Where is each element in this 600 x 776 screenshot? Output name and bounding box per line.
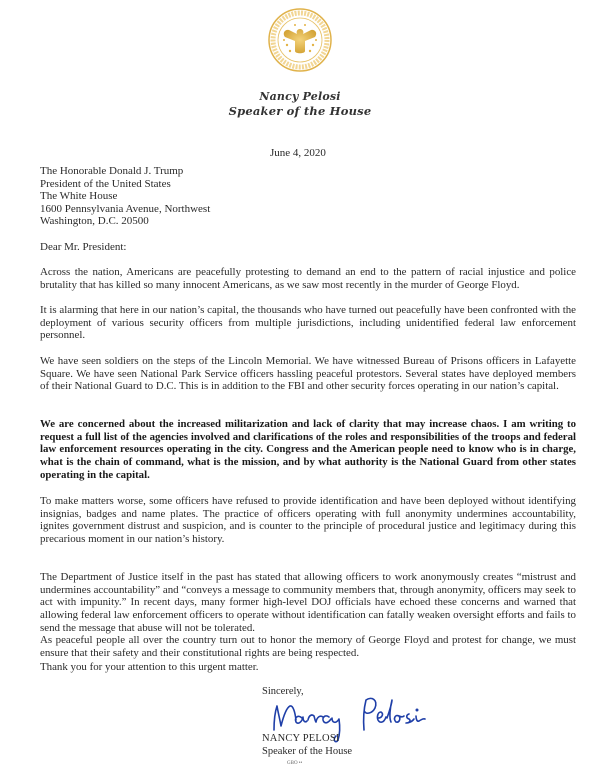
recipient-address [40, 165, 210, 228]
body-paragraph: To make matters worse, some officers have refused to provide identification and have been deployed without identifying insignias, badges and name plates. The practice of officers operating with full anonymity undermines accountability, ignites government distrust and suspicion, and is counter to the principle of procedural justice and legitimacy during this precarious moment in our nation’s history. [40, 495, 576, 546]
salutation: Dear Mr. President: [40, 241, 127, 253]
address-line: 1600 Pennsylvania Avenue, Northwest [40, 202, 211, 215]
address-line: The White House [40, 190, 118, 203]
body-paragraph: It is alarming that here in our nation’s capital, the thousands who have turned out peacefully have been confronted with the deployment of various security officers from multiple jurisdictions, including unidentified federal law enforcement personnel. [40, 304, 576, 342]
body-paragraph: Across the nation, Americans are peacefully protesting to demand an end to the pattern of racial injustice and police brutality that has killed so many innocent Americans, as we saw most recently in the murder of George Floyd. [40, 266, 576, 291]
body-paragraph: We have seen soldiers on the steps of the Lincoln Memorial. We have witnessed Bureau of Prisons officers in Lafayette Square. We have seen National Park Service officers hassling peaceful protestors. Several states have deployed members of their National Guard to D.C. This is in addition to the FBI and other security forces operating in our nation’s capital. [40, 355, 576, 393]
letter-date: June 4, 2020 [270, 147, 326, 159]
body-paragraph-emphasis: We are concerned about the increased militarization and lack of clarity that may increase chaos. I am writing to request a full list of the agencies involved and clarifications of the roles and responsibilities of the troops and federal law enforcement resources operating in the city. Congress and the American people need to know who is in charge, what is the chain of command, what is the mission, and by what authority is the National Guard from other states operating in the capital. [40, 418, 576, 481]
address-line: President of the United States [40, 177, 171, 190]
address-line: Washington, D.C. 20500 [40, 215, 149, 228]
signatory-title: Speaker of the House [262, 746, 353, 757]
signatory-name: NANCY PELOSI [262, 733, 340, 744]
valediction: Sincerely, [262, 686, 304, 697]
letterhead-title: Speaker of the House [228, 104, 372, 118]
body-paragraph: As peaceful people all over the country turn out to honor the memory of George Floyd and protest for change, we must ensure that their safety and their constitutional rights are being respected. [40, 634, 576, 659]
address-line: The Honorable Donald J. Trump [40, 165, 184, 177]
body-paragraph: Thank you for your attention to this urgent matter. [40, 661, 259, 673]
house-seal-icon [267, 7, 333, 73]
union-print-mark: GBO •• [287, 761, 303, 766]
letterhead-name: Nancy Pelosi [259, 90, 341, 103]
body-paragraph: The Department of Justice itself in the past has stated that allowing officers to work anonymously creates “mistrust and undermines accountability” and “conveys a message to community members that, through anonymity, officers may seek to act with impunity.” In recent days, many former high-level DOJ officials have echoed these concerns and warned that allowing federal law enforcement officers to operate without identification can fatally weaken oversight efforts and fails to send the message that abuse will not be tolerated. [40, 571, 576, 634]
